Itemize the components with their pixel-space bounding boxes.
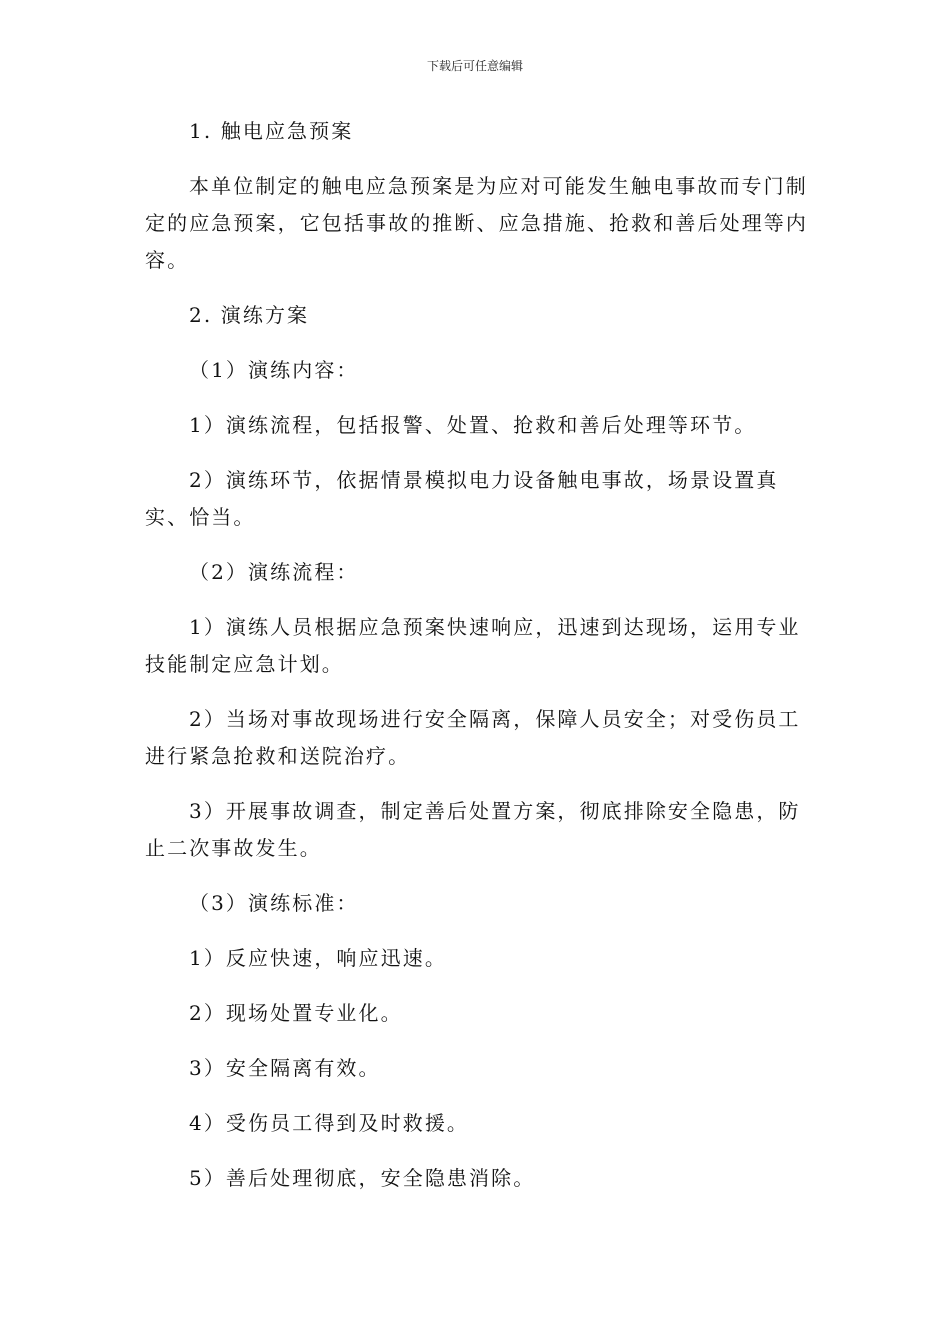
list-item-drill-process-3: 3）开展事故调查，制定善后处置方案，彻底排除安全隐患，防止二次事故发生。 [145,799,801,860]
document-body [145,113,815,1215]
subheading-drill-standard: （3）演练标准： [189,891,359,915]
list-item-drill-content-2: 2）演练环节，依据情景模拟电力设备触电事故，场景设置真实、恰当。 [145,468,779,529]
heading-drill-plan: 2. 演练方案 [189,303,310,327]
list-item-drill-process-1: 1）演练人员根据应急预案快速响应，迅速到达现场，运用专业技能制定应急计划。 [145,615,801,676]
subheading-drill-content: （1）演练内容： [189,358,359,382]
subheading-drill-process: （2）演练流程： [189,560,359,584]
list-item-standard-2: 2）现场处置专业化。 [189,1001,403,1025]
list-item-drill-process-2: 2）当场对事故现场进行安全隔离，保障人员安全；对受伤员工进行紧急抢救和送院治疗。 [145,707,801,768]
paragraph-plan-description: 本单位制定的触电应急预案是为应对可能发生触电事故而专门制定的应急预案，它包括事故的推断、应急措施、抢救和善后处理等内容。 [145,174,808,272]
list-item-standard-3: 3）安全隔离有效。 [189,1056,381,1080]
list-item-standard-1: 1）反应快速，响应迅速。 [189,946,447,970]
list-item-drill-content-1: 1）演练流程，包括报警、处置、抢救和善后处理等环节。 [189,413,757,437]
heading-electric-shock-plan: 1. 触电应急预案 [189,119,354,143]
list-item-standard-5: 5）善后处理彻底，安全隐患消除。 [189,1166,536,1190]
header-note: 下载后可任意编辑 [426,59,523,73]
list-item-standard-4: 4）受伤员工得到及时救援。 [189,1111,470,1135]
